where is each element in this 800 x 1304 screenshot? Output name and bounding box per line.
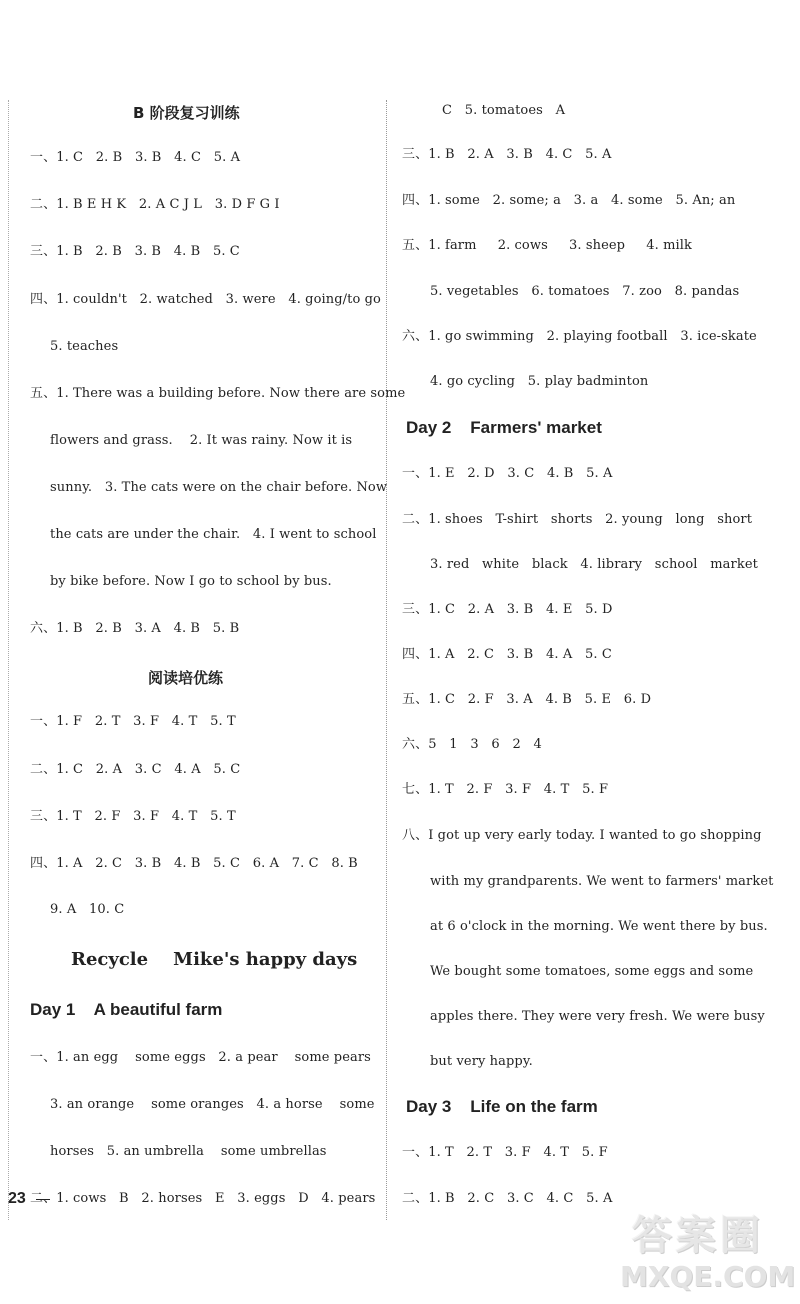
- column-divider: [386, 100, 387, 1220]
- heading-day3: Day 3 Life on the farm: [406, 1097, 598, 1116]
- answer-line: 三、1. T 2. F 3. F 4. T 5. T: [30, 809, 236, 824]
- answer-line: 四、1. A 2. C 3. B 4. B 5. C 6. A 7. C 8. B: [30, 856, 358, 871]
- answer-line: flowers and grass. 2. It was rainy. Now it is: [50, 433, 353, 448]
- page-number-dash: [36, 1199, 50, 1200]
- answer-line: 二、1. cows B 2. horses E 3. eggs D 4. pears: [30, 1191, 376, 1206]
- watermark-logo-text: 答案圈: [632, 1213, 764, 1259]
- answer-line: 5. teaches: [50, 339, 119, 354]
- answer-line: 六、5 1 3 6 2 4: [402, 737, 542, 752]
- watermark-logo: [620, 1198, 795, 1298]
- answer-line: 四、1. some 2. some; a 3. a 4. some 5. An; an: [402, 193, 736, 208]
- heading-stage-b-review: B 阶段复习训练: [133, 104, 240, 122]
- answer-line: 五、1. There was a building before. Now there are some: [30, 386, 406, 401]
- answer-line: 一、1. F 2. T 3. F 4. T 5. T: [30, 714, 236, 729]
- answer-line: 4. go cycling 5. play badminton: [430, 374, 649, 389]
- answer-line: 二、1. B E H K 2. A C J L 3. D F G I: [30, 197, 280, 212]
- answer-line: 一、1. T 2. T 3. F 4. T 5. F: [402, 1145, 608, 1160]
- answer-line: the cats are under the chair. 4. I went to school: [50, 527, 377, 542]
- answer-line: by bike before. Now I go to school by bus.: [50, 574, 332, 589]
- answer-line: 五、1. C 2. F 3. A 4. B 5. E 6. D: [402, 692, 652, 707]
- heading-recycle: Recycle Mike's happy days: [71, 949, 358, 970]
- page-number: 23: [8, 1190, 26, 1207]
- answer-line: apples there. They were very fresh. We were busy: [430, 1009, 765, 1024]
- answer-line: 一、1. E 2. D 3. C 4. B 5. A: [402, 466, 613, 481]
- answer-line: 四、1. A 2. C 3. B 4. A 5. C: [402, 647, 612, 662]
- answer-line: 二、1. C 2. A 3. C 4. A 5. C: [30, 762, 241, 777]
- answer-line: 二、1. B 2. C 3. C 4. C 5. A: [402, 1191, 613, 1206]
- heading-reading-practice: 阅读培优练: [148, 669, 224, 687]
- answer-line: 一、1. C 2. B 3. B 4. C 5. A: [30, 150, 241, 165]
- answer-line: 六、1. B 2. B 3. A 4. B 5. B: [30, 621, 240, 636]
- answer-line: at 6 o'clock in the morning. We went there by bus.: [430, 919, 768, 934]
- answer-line: sunny. 3. The cats were on the chair before. Now: [50, 480, 388, 495]
- heading-day1: Day 1 A beautiful farm: [30, 1000, 223, 1019]
- answer-line: 9. A 10. C: [50, 902, 125, 917]
- heading-day2: Day 2 Farmers' market: [406, 418, 602, 437]
- answer-line: 五、1. farm 2. cows 3. sheep 4. milk: [402, 238, 693, 253]
- answer-line: 一、1. an egg some eggs 2. a pear some pears: [30, 1050, 371, 1065]
- answer-line: 3. red white black 4. library school market: [430, 557, 758, 572]
- answer-line: 四、1. couldn't 2. watched 3. were 4. going/to go: [30, 292, 381, 307]
- answer-line: with my grandparents. We went to farmers' market: [430, 874, 774, 889]
- answer-line: 六、1. go swimming 2. playing football 3. ice-skate: [402, 329, 757, 344]
- answer-line: horses 5. an umbrella some umbrellas: [50, 1144, 327, 1159]
- answer-line: 七、1. T 2. F 3. F 4. T 5. F: [402, 782, 609, 797]
- answer-line: 二、1. shoes T-shirt shorts 2. young long short: [402, 512, 753, 527]
- answer-line: 三、1. C 2. A 3. B 4. E 5. D: [402, 602, 613, 617]
- answer-line: 三、1. B 2. A 3. B 4. C 5. A: [402, 147, 612, 162]
- answer-line: We bought some tomatoes, some eggs and some: [430, 964, 754, 979]
- watermark-url-text: MXQE.COM: [620, 1260, 796, 1293]
- answer-line: 3. an orange some oranges 4. a horse some: [50, 1097, 375, 1112]
- answer-line: 三、1. B 2. B 3. B 4. B 5. C: [30, 244, 240, 259]
- answer-line: 八、I got up very early today. I wanted to go shopping: [402, 828, 762, 843]
- left-margin-rule: [8, 100, 9, 1220]
- answer-line: 5. vegetables 6. tomatoes 7. zoo 8. pandas: [430, 284, 740, 299]
- answer-line: C 5. tomatoes A: [442, 103, 566, 118]
- answer-line: but very happy.: [430, 1054, 533, 1069]
